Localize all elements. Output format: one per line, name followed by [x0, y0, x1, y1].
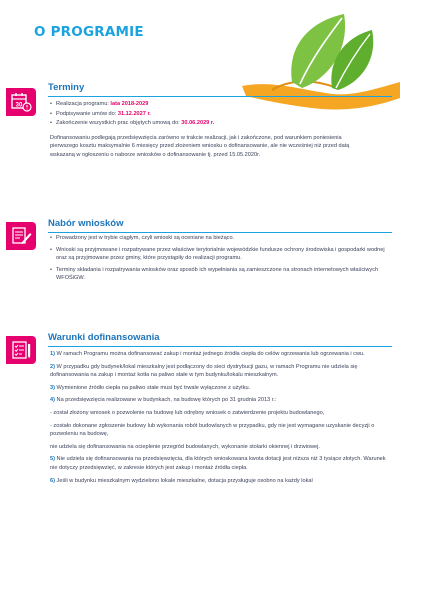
section-body	[50, 350, 390, 489]
list-item: 3) Wymienione źródło ciepła na paliwo stałe musi być trwale wyłączone z użytku.	[50, 384, 251, 391]
section-body	[50, 234, 395, 286]
list-item: 1) W ramach Programu można dofinansować zakup i montaż jednego źródła ciepła do celów ogrzewania lub ogrzewania i cwu.	[50, 351, 365, 357]
list-item: nie udziela się dofinansowania na ocieplenie przegród budowlanych, wykonanie stolarki okiennej i drzwiowej.	[50, 443, 320, 450]
section-divider	[48, 232, 392, 233]
section-body	[50, 100, 395, 164]
section-heading: Warunki dofinansowania	[48, 332, 160, 343]
page-title: O PROGRAMIE	[34, 24, 144, 40]
list-item: • Podpisywanie umów do: 31.12.2027 r.	[50, 110, 395, 119]
section-divider	[48, 346, 392, 347]
list-item: • Wnioski są przyjmowane i rozpatrywane przez właściwe terytorialnie wojewódzkie fundusze ochrony środowiska i gospodarki wodnej oraz są przyjmowane przez gminy, które przystąpiły do realizacji programu.	[50, 246, 395, 263]
list-item: 4) Na przedsięwzięcia realizowane w budynkach, na budowę których po 31 grudnia 2013 r.:	[50, 397, 277, 404]
list-item: • Zakończenie wszystkich prac objętych umową do: 30.06.2029 r.	[50, 119, 395, 128]
document-pen-icon	[6, 222, 36, 250]
list-item: • Realizacja programu: lata 2018-2029	[50, 100, 395, 109]
section-divider	[48, 96, 392, 97]
list-item: - zostało dokonane zgłoszenie budowy lub wykonania robót budowlanych w przypadku, gdy nie jest wymagane uzyskanie decyzji o pozwoleniu na budowę,	[50, 422, 375, 438]
list-item: 2) W przypadku gdy budynek/lokal mieszkalny jest podłączony do sieci dystrybucji gazu, w ramach Programu nie udziela się dofinansowania na zakup i montaż kotła na paliwo stałe w tym budynku/lokalu mieszkalnym.	[50, 363, 358, 379]
checklist-pen-icon	[6, 336, 36, 364]
calendar-alert-icon	[6, 88, 36, 116]
list-item: - został złożony wniosek o pozwolenie na budowę lub odrębny wniosek o zatwierdzenie projektu budowlanego,	[50, 409, 325, 416]
list-item: 6) Jeśli w budynku mieszkalnym wydzielono lokale mieszkalne, dotacja przysługuje osobno na każdy lokal	[50, 477, 313, 484]
section-heading: Terminy	[48, 82, 85, 93]
list-item: 5) Nie udziela się dofinansowania na przedsięwzięcia, dla których wnioskowana kwota dotacji jest niższa niż 3 tysiące złotych. Warunek nie dotyczy przedsięwzięć, w zakresie których jest zakup i montaż źródła ciepła.	[50, 456, 386, 471]
calendar-day: 30	[15, 102, 23, 109]
paragraph: Dofinansowaniu podlegają przedsięwzięcia zarówno w trakcie realizacji, jak i zakończone, pod warunkiem poniesienia pierwszego kosztu maksymalnie 6 miesięcy przed złożeniem wniosku o dofinansowanie, ale nie wcześniej niż przed datą wskazaną w ogłoszeniu o naborze wniosków o dofinansowanie tj. przed 15.05.2020r.	[50, 134, 350, 158]
section-heading: Nabór wniosków	[48, 218, 124, 229]
list-item: • Prowadzony jest w trybie ciągłym, czyli wnioski są oceniane na bieżąco.	[50, 234, 395, 243]
list-item: • Terminy składania i rozpatrywania wniosków oraz sposób ich wypełniania są zamieszczone na stronach internetowych właściwych WFOŚiGW.	[50, 266, 395, 283]
